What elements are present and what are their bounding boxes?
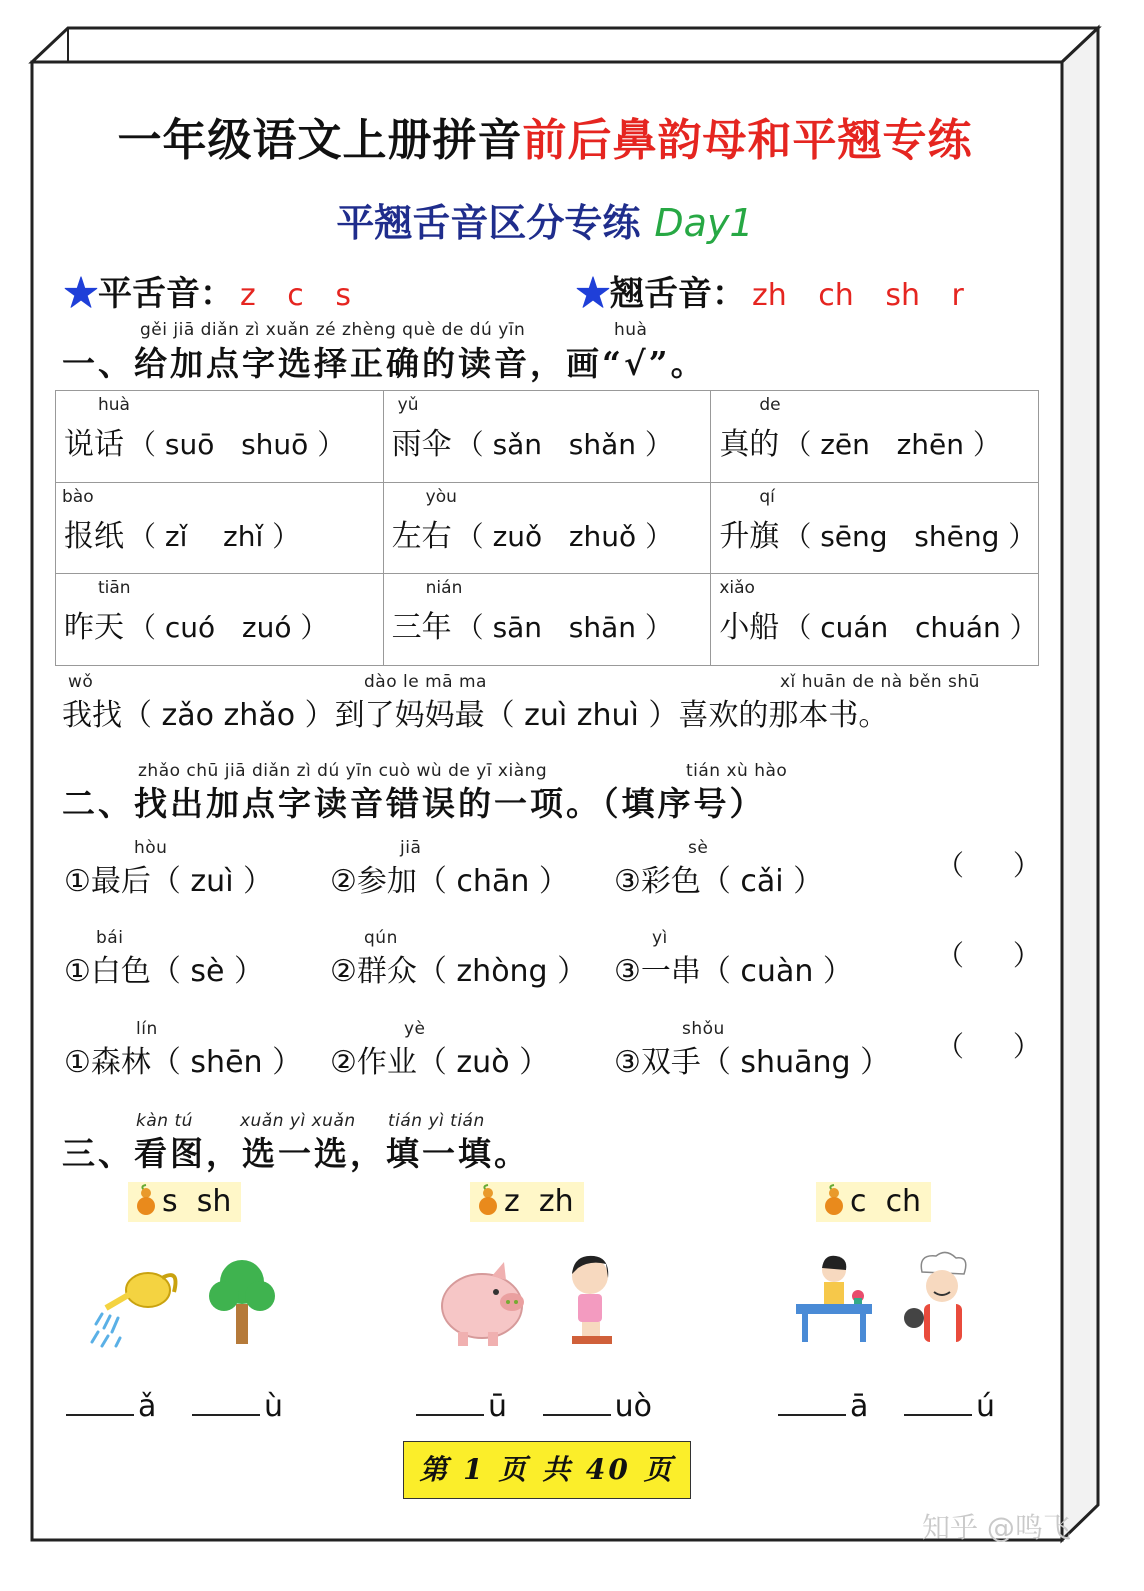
row-option-a: ①最后（ zuì ） (64, 864, 274, 899)
fill-blank[interactable] (904, 1388, 972, 1416)
row-option-b: ②作业（ zuò ） (330, 1045, 550, 1080)
option-1[interactable]: sǎn (492, 428, 543, 461)
fill-blank[interactable] (543, 1388, 611, 1416)
table-cell: qí 升旗 （ sēng shēng ） (711, 482, 1039, 574)
title-black: 一年级语文上册拼音 (117, 115, 523, 166)
section3-pinyin-1: kàn tú (136, 1111, 193, 1131)
cell-word: 升旗 (719, 518, 780, 554)
blank-suffix: ǎ (138, 1389, 157, 1424)
section3-pinyin-3: tián yì tián (388, 1111, 485, 1131)
answer-box[interactable]: （ ） (936, 939, 1041, 972)
sentence-options-1[interactable]: （ zǎo zhǎo ） (122, 698, 335, 733)
table-cell: de 真的 （ zēn zhēn ） (711, 391, 1039, 483)
cell-word: 真的 (719, 427, 780, 462)
cell-pinyin: de (759, 395, 781, 415)
girl-at-table-icon (790, 1252, 878, 1346)
option-2[interactable]: chuán (914, 611, 1001, 645)
cell-word: 说话 (64, 427, 124, 462)
answer-box[interactable]: （ ） (936, 1030, 1041, 1063)
choice-letters: s sh (162, 1184, 232, 1219)
watermark: 知乎 @鸣飞 (922, 1511, 1071, 1544)
section1-pinyin: gěi jiā diǎn zì xuǎn zé zhèng què de dú yīn (140, 320, 526, 340)
sentence-pinyin-1: wǒ (68, 672, 94, 692)
row-option-a: ①森林（ shēn ） (64, 1045, 303, 1080)
option-1[interactable]: zuǒ (492, 519, 543, 553)
choice-pill (816, 1182, 931, 1222)
answer-box[interactable]: （ ） (936, 849, 1041, 882)
table-cell: yǔ 雨伞 （ sǎn shǎn ） (383, 391, 711, 483)
fill-blank-group (778, 1388, 995, 1424)
row-option-c: ③双手（ shuāng ） (614, 1045, 891, 1080)
option-1[interactable]: suō (164, 428, 215, 461)
legend-retro-letters: zh ch sh r (752, 278, 964, 313)
row-pinyin: sè (688, 838, 709, 858)
page-number-box: 第 1 页 共 40 页 (403, 1441, 691, 1499)
legend-flat (64, 266, 351, 315)
sentence-part-1: 我找 (62, 698, 122, 733)
blank-suffix: ù (263, 1389, 283, 1424)
row-option-c: ③一串（ cuàn ） (614, 954, 853, 989)
section1-heading: 一、给加点字选择正确的读音，画“√”。 (62, 344, 707, 383)
table-cell: xiǎo 小船 （ cuán chuán ） (711, 574, 1039, 666)
fill-blank-group (66, 1388, 283, 1424)
option-1[interactable]: cuó (164, 611, 216, 645)
choice-letters: c ch (850, 1184, 922, 1219)
row-pinyin: lín (136, 1019, 158, 1039)
fill-blank[interactable] (192, 1388, 260, 1416)
section1-pinyin-hua: huà (614, 320, 648, 340)
fill-blank[interactable] (66, 1388, 134, 1416)
cell-word: 三年 (391, 610, 452, 646)
choice-letters: z zh (504, 1184, 574, 1219)
blank-suffix: ā (850, 1389, 869, 1424)
row-pinyin: qún (364, 928, 398, 948)
page-title (30, 104, 1060, 168)
blank-suffix: ú (975, 1389, 995, 1424)
choice-pill (128, 1182, 241, 1222)
sentence-part-2: 到了妈妈最 (334, 698, 485, 733)
cell-word: 小船 (719, 610, 780, 646)
title-red: 前后鼻韵母和平翘专练 (522, 115, 973, 166)
gourd-icon (820, 1184, 848, 1218)
option-1[interactable]: sēng (820, 519, 888, 553)
option-2[interactable]: shuō (241, 428, 309, 461)
option-2[interactable]: shēng (914, 519, 1000, 553)
table-cell: nián 三年 （ sān shān ） (383, 574, 711, 666)
row-pinyin: jiā (400, 838, 422, 858)
row-pinyin: yì (652, 928, 668, 948)
option-2[interactable]: zhuǒ (568, 519, 637, 553)
row-option-c: ③彩色（ cǎi ） (614, 864, 824, 899)
row-pinyin: hòu (134, 838, 168, 858)
cell-pinyin: qí (759, 486, 775, 507)
cell-word: 昨天 (64, 610, 124, 646)
option-2[interactable]: zhǐ (223, 519, 264, 553)
choice-pill (470, 1182, 584, 1222)
table-cell: huà 说话 （ suō shuō ） (56, 391, 384, 483)
option-2[interactable]: shān (568, 611, 637, 645)
legend-retro (576, 266, 964, 315)
legend-retro-label: 翘舌音： (610, 274, 746, 314)
legend-flat-label: 平舌音： (98, 274, 234, 314)
star-icon: ★ (64, 274, 98, 314)
cell-pinyin: bào (62, 486, 94, 507)
sentence-options-2[interactable]: （ zuì zhuì ） (484, 698, 679, 733)
subtitle-day: Day1 (654, 201, 754, 245)
sentence-line (62, 690, 888, 734)
option-2[interactable]: shǎn (568, 428, 637, 461)
sentence-part-3: 喜欢的那本书。 (678, 698, 889, 733)
subtitle-text: 平翘舌音区分专练 (336, 200, 641, 245)
blank-suffix: uò (614, 1389, 652, 1424)
row-option-b: ②参加（ chān ） (330, 864, 569, 899)
sentence-pinyin-2: dào le mā ma (364, 672, 487, 692)
sentence-pinyin-3: xǐ huān de nà běn shū (780, 672, 980, 692)
pig-icon (432, 1256, 536, 1350)
option-2[interactable]: zuó (241, 611, 292, 645)
section3-pinyin-2: xuǎn yì xuǎn (240, 1111, 356, 1131)
watering-can-icon (84, 1256, 184, 1348)
table-cell: tiān 昨天 （ cuó zuó ） (56, 574, 384, 666)
blank-suffix: ū (488, 1389, 508, 1424)
cell-pinyin: tiān (98, 578, 131, 599)
section3-heading: 三、看图，选一选，填一填。 (62, 1134, 530, 1173)
option-1[interactable]: zǐ (164, 519, 188, 553)
table-cell: yòu 左右 （ zuǒ zhuǒ ） (383, 482, 711, 574)
section2-heading: 二、找出加点字读音错误的一项。（填序号） (62, 784, 766, 823)
cell-word: 报纸 (64, 518, 124, 554)
fill-blank[interactable] (416, 1388, 484, 1416)
fill-blank-group (416, 1388, 652, 1424)
section2-pinyin: zhǎo chū jiā diǎn zì dú yīn cuò wù de yī xiàng (138, 761, 548, 781)
row-pinyin: yè (404, 1019, 426, 1039)
cell-word: 雨伞 (391, 427, 452, 462)
girl-sitting-icon (556, 1252, 622, 1350)
fill-blank[interactable] (778, 1388, 846, 1416)
table-cell: bào 报纸 （ zǐ zhǐ ） (56, 482, 384, 574)
gourd-icon (474, 1184, 502, 1218)
cell-pinyin: yòu (425, 486, 457, 507)
row-option-a: ①白色（ sè ） (64, 954, 265, 989)
section1-table (55, 390, 1039, 666)
option-2[interactable]: zhēn (896, 428, 965, 461)
option-1[interactable]: sān (492, 611, 543, 645)
gourd-icon (132, 1184, 160, 1218)
option-1[interactable]: zēn (820, 428, 870, 461)
section2-pinyin-tail: tián xù hào (686, 761, 788, 781)
cell-pinyin: nián (425, 578, 463, 599)
cell-pinyin: xiǎo (719, 578, 755, 599)
row-pinyin: bái (96, 928, 124, 948)
page-subtitle (30, 192, 1060, 247)
cell-word: 左右 (391, 518, 452, 554)
row-option-b: ②群众（ zhòng ） (330, 954, 588, 989)
cell-pinyin: huà (98, 395, 130, 415)
tree-icon (206, 1254, 278, 1346)
row-pinyin: shǒu (682, 1019, 725, 1039)
chef-icon (900, 1250, 982, 1348)
option-1[interactable]: cuán (820, 611, 889, 645)
star-icon: ★ (576, 274, 610, 314)
cell-pinyin: yǔ (397, 395, 419, 415)
legend-flat-letters: z c s (240, 278, 351, 313)
